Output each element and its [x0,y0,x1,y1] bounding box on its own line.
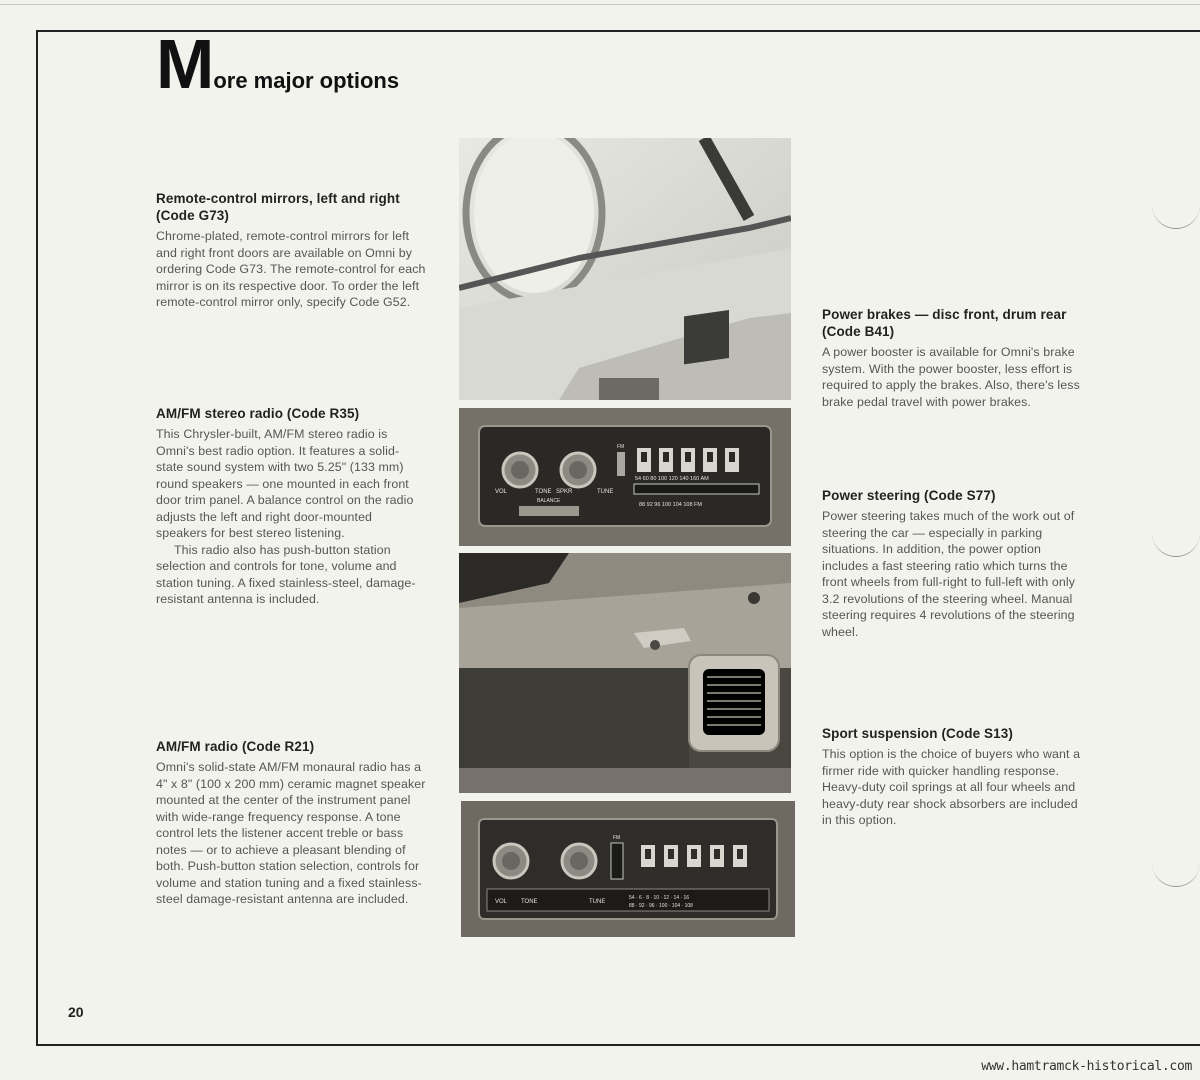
label-am-scale: 54 · 6 · 8 · 10 · 12 · 14 · 16 [629,895,690,901]
section-body: This option is the choice of buyers who want a firmer ride with quicker handling response. Heavy-duty coil springs at all four wheels and heavy-duty rear shock absorbers are included in this option. [822,747,1081,827]
label-vol: VOL [495,899,508,905]
section-body-2: This radio also has push-button station selection and controls for tone, volume and station tuning. A fixed stainless-steel, damage-resistant antenna is included. [156,542,416,606]
label-tone: TONE [521,899,538,905]
section-heading [822,487,1090,504]
label-fm: FM [613,835,621,841]
section-body: Power steering takes much of the work out of steering the car — especially in parking situations. In addition, the power option includes a fast steering ratio which turns the front wheels from full-right to full-left with only 3.2 revolutions of the steering wheel. Manual steering requires 4 revolutions of the steering wheel. [822,509,1076,639]
heading-line: Sport suspension (Code S13) [822,726,1013,741]
section-power-brakes [822,306,1090,410]
heading-line: Power steering (Code S77) [822,488,996,503]
label-fm-scale: 88 92 96 100 104 108 FM [639,502,702,508]
section-power-steering [822,487,1090,640]
label-tune: TUNE [597,489,614,495]
photo-door-speaker [459,553,791,793]
title-initial: M [156,25,213,103]
heading-line: (Code G73) [156,208,230,223]
label-vol: VOL [495,489,508,495]
heading-line: AM/FM radio (Code R21) [156,739,315,754]
section-body: Omni's solid-state AM/FM monaural radio has a 4" x 8" (100 x 200 mm) ceramic magnet speaker mounted at the center of the instrument panel with wide-range frequency response. A tone control lets the listener accent treble or bass notes — or to achieve a pleasant blending of both. Push-button station selection, controls for volume and station tuning and a fixed stainless-steel damage-resistant antenna are included. [156,760,426,906]
label-spkr: SPKR [556,489,573,495]
section-body: A power booster is available for Omni's brake system. With the power booster, less effort is required to apply the brakes. Also, there's less brake pedal travel with power brakes. [822,345,1080,409]
photo-stereo-radio [459,408,791,546]
heading-line: Power brakes — disc front, drum rear [822,307,1067,322]
photo-door-mirror [459,138,791,400]
section-body: Chrome-plated, remote-control mirrors for left and right front doors are available on Omni by ordering Code G73. The remote-control for each mirror is on its respective door. To order the left remote-control mirror only, specify Code G52. [156,229,426,309]
page-title [156,25,400,103]
section-heading [156,190,431,224]
page-number: 20 [68,1004,84,1020]
photo-mono-radio [461,801,795,937]
section-sport-suspension [822,725,1084,829]
top-rule [0,4,1200,5]
label-tone: TONE [535,489,552,495]
section-heading [822,725,1084,742]
heading-line: AM/FM stereo radio (Code R35) [156,406,360,421]
label-am-scale: 54 60 80 100 120 140 160 AM [635,476,709,482]
section-heading [822,306,1090,340]
title-rest: ore major options [213,68,400,93]
section-remote-mirrors [156,190,431,311]
watermark-url: www.hamtramck-historical.com [981,1059,1192,1074]
label-fm-scale: 88 · 92 · 96 · 100 · 104 · 108 [629,903,693,909]
label-balance: BALANCE [537,498,561,504]
label-fm: FM [617,444,625,450]
section-heading [156,738,431,755]
label-tune: TUNE [589,899,606,905]
section-amfm-stereo [156,405,426,608]
section-amfm-radio [156,738,431,908]
section-body: This Chrysler-built, AM/FM stereo radio is Omni's best radio option. It features a solid-state sound system with two 5.25" (133 mm) round speakers — one mounted in each front door trim panel. A balance control on the radio adjusts the left and right door-mounted speakers for best stereo listening. [156,427,414,540]
heading-line: Remote-control mirrors, left and right [156,191,400,206]
section-heading [156,405,426,422]
heading-line: (Code B41) [822,324,895,339]
